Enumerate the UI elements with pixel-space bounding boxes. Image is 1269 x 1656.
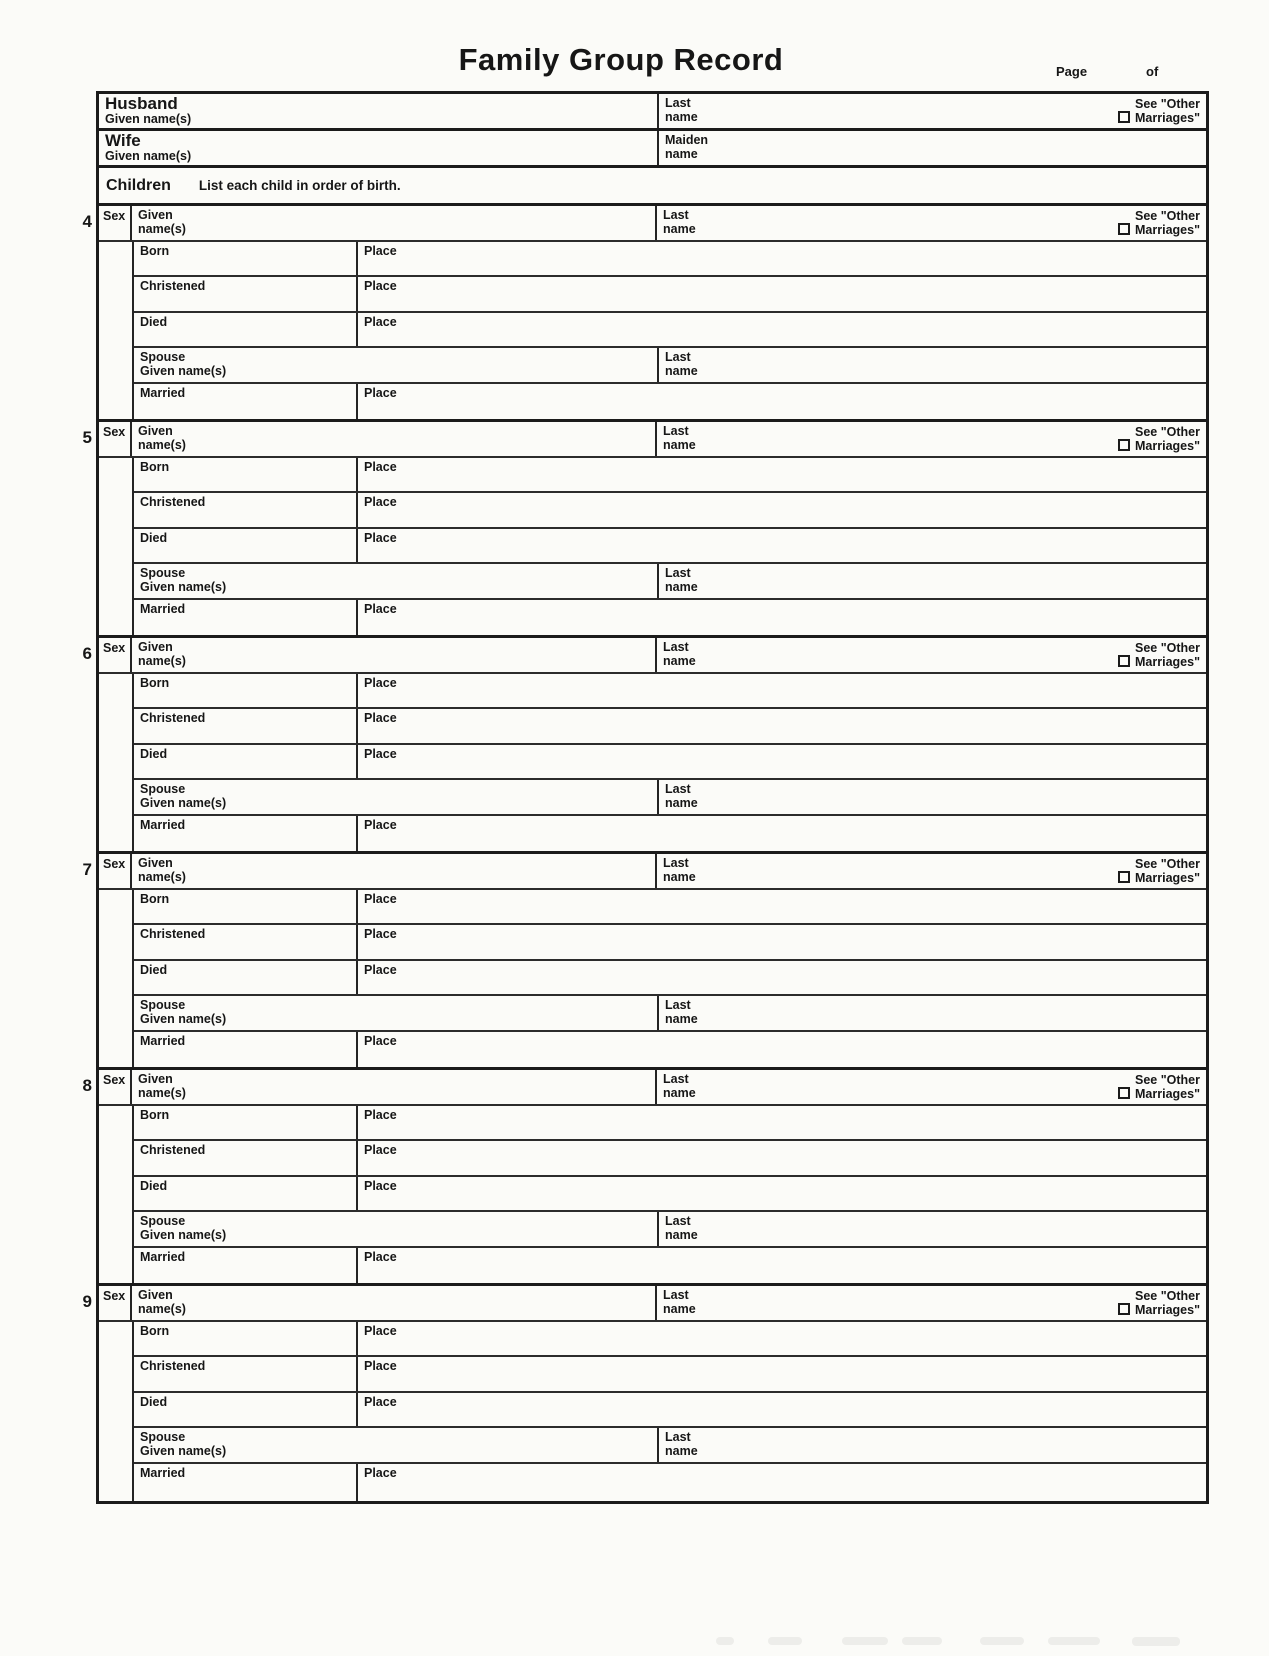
- spouse-row: [134, 1428, 1206, 1464]
- spouse-label-line2: Given name(s): [140, 796, 227, 811]
- last-label-line2: name: [663, 654, 696, 669]
- child-died-place-field[interactable]: [358, 1393, 1206, 1427]
- scan-smudge: [1048, 1637, 1100, 1645]
- child-married-place-field[interactable]: [358, 384, 1206, 420]
- last-label-line2: name: [663, 1086, 696, 1101]
- place-label: Place: [364, 279, 397, 293]
- spouse-label-line2: Given name(s): [140, 1444, 227, 1459]
- child-married-date-field[interactable]: [134, 600, 358, 636]
- child-spouse-given-field[interactable]: [134, 996, 659, 1030]
- child-christened-date-field[interactable]: [134, 1357, 358, 1391]
- child-christened-place-field[interactable]: [358, 709, 1206, 743]
- child-other-marriages-checkbox[interactable]: [1118, 655, 1130, 667]
- child-spouse-given-field[interactable]: [134, 1428, 659, 1462]
- spouse-label-line1: Spouse: [140, 566, 186, 580]
- child-record-block: [82, 1286, 1206, 1501]
- child-spouse-last-field[interactable]: [659, 1428, 1206, 1462]
- child-number: 5: [82, 428, 92, 447]
- spouse-label-line2: Given name(s): [140, 1228, 227, 1243]
- place-label: Place: [364, 817, 397, 832]
- scan-smudge: [980, 1637, 1024, 1645]
- child-born-place-field[interactable]: [358, 890, 1206, 924]
- last-label-line1: Last: [663, 1072, 689, 1086]
- last-label-line2: name: [663, 1302, 696, 1317]
- born-label: Born: [140, 675, 170, 690]
- spouse-label-line1: Spouse: [140, 1214, 186, 1228]
- scan-smudge: [842, 1637, 888, 1645]
- place-label: Place: [364, 385, 397, 400]
- place-label: Place: [364, 962, 397, 977]
- husband-other-marriages-checkbox[interactable]: [1118, 111, 1130, 123]
- born-row: [134, 1322, 1206, 1358]
- child-number: 6: [82, 644, 92, 663]
- child-christened-place-field[interactable]: [358, 1357, 1206, 1391]
- given-label-line2: name(s): [138, 654, 186, 669]
- christened-row: [134, 277, 1206, 313]
- child-other-marriages: [1118, 209, 1200, 238]
- sex-label: Sex: [103, 425, 126, 439]
- given-label-line2: name(s): [138, 222, 186, 237]
- given-label-line1: Given: [138, 856, 173, 870]
- place-label: Place: [364, 601, 397, 616]
- child-christened-date-field[interactable]: [134, 277, 358, 311]
- child-record-block: [82, 638, 1206, 854]
- spouse-row: [134, 780, 1206, 816]
- scan-artifact-strip: [650, 1634, 1250, 1648]
- child-other-marriages: [1118, 1289, 1200, 1318]
- sex-label: Sex: [103, 209, 126, 223]
- wife-given-label: Given name(s): [105, 148, 192, 163]
- married-row: [134, 1464, 1206, 1502]
- child-other-marriages: [1118, 641, 1200, 670]
- child-died-date-field[interactable]: [134, 745, 358, 779]
- born-row: [134, 242, 1206, 278]
- spouse-label-line1: Spouse: [140, 350, 186, 364]
- died-label: Died: [140, 746, 168, 761]
- child-married-date-field[interactable]: [134, 384, 358, 420]
- spouse-row: [134, 348, 1206, 384]
- given-label-line1: Given: [138, 424, 173, 438]
- given-label-line1: Given: [138, 208, 173, 222]
- child-other-marriages-checkbox[interactable]: [1118, 439, 1130, 451]
- given-label-line1: Given: [138, 640, 173, 654]
- child-christened-date-field[interactable]: [134, 709, 358, 743]
- child-born-date-field[interactable]: [134, 242, 358, 276]
- child-spouse-given-field[interactable]: [134, 348, 659, 382]
- child-born-place-field[interactable]: [358, 242, 1206, 276]
- child-christened-place-field[interactable]: [358, 277, 1206, 311]
- child-born-date-field[interactable]: [134, 1106, 358, 1140]
- child-other-marriages: [1118, 1073, 1200, 1102]
- child-sex-field[interactable]: [99, 1070, 132, 1104]
- spouse-last-label-line1: Last: [665, 350, 691, 364]
- born-label: Born: [140, 891, 170, 906]
- born-label: Born: [140, 1107, 170, 1122]
- given-label-line2: name(s): [138, 1086, 186, 1101]
- christened-label: Christened: [140, 927, 206, 941]
- child-given-name-field[interactable]: [132, 422, 657, 456]
- husband-row: [99, 94, 1206, 131]
- place-label: Place: [364, 1465, 397, 1480]
- child-other-marriages-checkbox[interactable]: [1118, 1303, 1130, 1315]
- died-label: Died: [140, 314, 168, 329]
- died-row: [134, 961, 1206, 997]
- child-last-name-field[interactable]: [657, 854, 1206, 888]
- married-label: Married: [140, 817, 186, 832]
- child-died-date-field[interactable]: [134, 1177, 358, 1211]
- child-born-place-field[interactable]: [358, 1106, 1206, 1140]
- child-other-marriages-checkbox[interactable]: [1118, 871, 1130, 883]
- child-last-name-field[interactable]: [657, 1286, 1206, 1320]
- christened-row: [134, 493, 1206, 529]
- sex-label: Sex: [103, 857, 126, 871]
- died-label: Died: [140, 530, 168, 545]
- child-born-place-field[interactable]: [358, 1322, 1206, 1356]
- last-label-line1: Last: [663, 856, 689, 870]
- place-label: Place: [364, 746, 397, 761]
- child-last-name-field[interactable]: [657, 1070, 1206, 1104]
- last-label-line2: name: [663, 222, 696, 237]
- married-row: [134, 1032, 1206, 1068]
- scan-smudge: [902, 1637, 942, 1645]
- scan-smudge: [716, 1637, 734, 1645]
- child-number: 8: [82, 1076, 92, 1095]
- child-other-marriages: [1118, 425, 1200, 454]
- spouse-last-label-line1: Last: [665, 998, 691, 1012]
- husband-given-label: Given name(s): [105, 111, 192, 126]
- place-label: Place: [364, 314, 397, 329]
- child-other-marriages: [1118, 857, 1200, 886]
- sex-column-stub: [99, 1322, 134, 1502]
- place-label: Place: [364, 1107, 397, 1122]
- child-christened-date-field[interactable]: [134, 925, 358, 959]
- child-married-place-field[interactable]: [358, 816, 1206, 852]
- child-detail-rows: [99, 890, 1206, 1068]
- child-christened-date-field[interactable]: [134, 493, 358, 527]
- form-title: Family Group Record: [458, 42, 784, 77]
- spouse-last-label-line2: name: [665, 796, 698, 811]
- given-label-line2: name(s): [138, 870, 186, 885]
- child-record-block: [82, 1070, 1206, 1286]
- spouse-last-label-line2: name: [665, 580, 698, 595]
- child-spouse-last-field[interactable]: [659, 564, 1206, 598]
- child-born-date-field[interactable]: [134, 1322, 358, 1356]
- married-label: Married: [140, 601, 186, 616]
- children-label: Children: [106, 176, 171, 194]
- sex-column-stub: [99, 674, 134, 852]
- spouse-row: [134, 996, 1206, 1032]
- child-died-date-field[interactable]: [134, 1393, 358, 1427]
- child-detail-rows: [99, 674, 1206, 852]
- family-group-record-table: [82, 91, 1209, 1504]
- sex-column-stub: [99, 242, 134, 420]
- children-instruction: List each child in order of birth.: [198, 178, 401, 193]
- sex-label: Sex: [103, 1289, 126, 1303]
- husband-last-label-line1: Last: [665, 96, 691, 110]
- child-sex-field[interactable]: [99, 206, 132, 240]
- christened-label: Christened: [140, 495, 206, 509]
- spouse-label-line2: Given name(s): [140, 1012, 227, 1027]
- christened-label: Christened: [140, 1359, 206, 1373]
- child-married-place-field[interactable]: [358, 600, 1206, 636]
- child-last-name-field[interactable]: [657, 206, 1206, 240]
- born-label: Born: [140, 243, 170, 258]
- last-label-line2: name: [663, 870, 696, 885]
- christened-row: [134, 925, 1206, 961]
- born-label: Born: [140, 1323, 170, 1338]
- place-label: Place: [364, 927, 397, 941]
- last-label-line1: Last: [663, 640, 689, 654]
- child-spouse-last-field[interactable]: [659, 348, 1206, 382]
- spouse-last-label-line1: Last: [665, 1430, 691, 1444]
- husband-last-name-field[interactable]: [659, 94, 1206, 128]
- died-label: Died: [140, 1394, 168, 1409]
- wife-maiden-label-line1: Maiden: [665, 133, 709, 147]
- sex-label: Sex: [103, 641, 126, 655]
- married-row: [134, 600, 1206, 636]
- given-label-line2: name(s): [138, 438, 186, 453]
- see-other-marriages-label: See "Other Marriages": [1135, 857, 1200, 886]
- born-label: Born: [140, 459, 170, 474]
- child-died-place-field[interactable]: [358, 313, 1206, 347]
- child-spouse-last-field[interactable]: [659, 996, 1206, 1030]
- married-label: Married: [140, 1465, 186, 1480]
- spouse-label-line1: Spouse: [140, 998, 186, 1012]
- child-detail-rows: [99, 1322, 1206, 1502]
- child-christened-place-field[interactable]: [358, 1141, 1206, 1175]
- see-other-marriages-label: See "Other Marriages": [1135, 1073, 1200, 1102]
- see-other-marriages-label: See "Other Marriages": [1135, 1289, 1200, 1318]
- spouse-last-label-line2: name: [665, 1444, 698, 1459]
- child-spouse-last-field[interactable]: [659, 1212, 1206, 1246]
- died-row: [134, 313, 1206, 349]
- spouse-label-line1: Spouse: [140, 782, 186, 796]
- died-row: [134, 1393, 1206, 1429]
- died-row: [134, 1177, 1206, 1213]
- child-last-name-field[interactable]: [657, 422, 1206, 456]
- died-row: [134, 745, 1206, 781]
- married-row: [134, 384, 1206, 420]
- child-header-row: [99, 422, 1206, 458]
- child-died-date-field[interactable]: [134, 529, 358, 563]
- page-of-label: of: [1146, 64, 1159, 79]
- spouse-row: [134, 1212, 1206, 1248]
- married-label: Married: [140, 385, 186, 400]
- born-row: [134, 1106, 1206, 1142]
- given-label-line1: Given: [138, 1288, 173, 1302]
- sex-column-stub: [99, 1106, 134, 1284]
- place-label: Place: [364, 459, 397, 474]
- child-married-date-field[interactable]: [134, 816, 358, 852]
- place-label: Place: [364, 1178, 397, 1193]
- child-christened-date-field[interactable]: [134, 1141, 358, 1175]
- see-other-marriages-label: See "Other Marriages": [1135, 641, 1200, 670]
- last-label-line1: Last: [663, 208, 689, 222]
- child-sex-field[interactable]: [99, 1286, 132, 1320]
- died-row: [134, 529, 1206, 565]
- child-married-date-field[interactable]: [134, 1032, 358, 1068]
- child-married-place-field[interactable]: [358, 1032, 1206, 1068]
- married-row: [134, 1248, 1206, 1284]
- christened-row: [134, 709, 1206, 745]
- child-given-name-field[interactable]: [132, 638, 657, 672]
- child-given-name-field[interactable]: [132, 854, 657, 888]
- child-married-date-field[interactable]: [134, 1248, 358, 1284]
- christened-row: [134, 1357, 1206, 1393]
- last-label-line1: Last: [663, 424, 689, 438]
- child-last-name-field[interactable]: [657, 638, 1206, 672]
- christened-label: Christened: [140, 1143, 206, 1157]
- child-spouse-last-field[interactable]: [659, 780, 1206, 814]
- place-label: Place: [364, 1143, 397, 1157]
- child-record-block: [82, 422, 1206, 638]
- place-label: Place: [364, 1249, 397, 1264]
- child-born-place-field[interactable]: [358, 458, 1206, 492]
- place-label: Place: [364, 530, 397, 545]
- place-label: Place: [364, 1359, 397, 1373]
- born-row: [134, 458, 1206, 494]
- last-label-line1: Last: [663, 1288, 689, 1302]
- sex-label: Sex: [103, 1073, 126, 1087]
- husband-last-label-line2: name: [665, 110, 698, 125]
- child-born-place-field[interactable]: [358, 674, 1206, 708]
- spouse-label-line2: Given name(s): [140, 580, 227, 595]
- see-other-marriages-label: See "Other Marriages": [1135, 209, 1200, 238]
- husband-other-marriages: [1118, 97, 1200, 126]
- place-label: Place: [364, 891, 397, 906]
- spouse-last-label-line1: Last: [665, 782, 691, 796]
- given-label-line1: Given: [138, 1072, 173, 1086]
- child-christened-place-field[interactable]: [358, 493, 1206, 527]
- child-detail-rows: [99, 242, 1206, 420]
- child-born-date-field[interactable]: [134, 674, 358, 708]
- child-number: 4: [82, 212, 92, 231]
- spouse-last-label-line1: Last: [665, 1214, 691, 1228]
- place-label: Place: [364, 1394, 397, 1409]
- christened-label: Christened: [140, 711, 206, 725]
- wife-row: [99, 131, 1206, 168]
- husband-label: Husband: [105, 94, 178, 113]
- child-sex-field[interactable]: [99, 854, 132, 888]
- child-given-name-field[interactable]: [132, 1070, 657, 1104]
- child-record-block: [82, 854, 1206, 1070]
- spouse-last-label-line2: name: [665, 1228, 698, 1243]
- spouse-label-line2: Given name(s): [140, 364, 227, 379]
- child-detail-rows: [99, 458, 1206, 636]
- child-married-place-field[interactable]: [358, 1248, 1206, 1284]
- died-label: Died: [140, 962, 168, 977]
- wife-given-name-field[interactable]: [99, 131, 659, 165]
- child-header-row: [99, 206, 1206, 242]
- husband-given-name-field[interactable]: [99, 94, 659, 128]
- child-spouse-given-field[interactable]: [134, 564, 659, 598]
- spouse-last-label-line2: name: [665, 364, 698, 379]
- child-other-marriages-checkbox[interactable]: [1118, 1087, 1130, 1099]
- wife-maiden-name-field[interactable]: [659, 131, 1206, 165]
- child-spouse-given-field[interactable]: [134, 780, 659, 814]
- place-label: Place: [364, 1033, 397, 1048]
- child-christened-place-field[interactable]: [358, 925, 1206, 959]
- child-other-marriages-checkbox[interactable]: [1118, 223, 1130, 235]
- see-other-marriages-label: See "Other Marriages": [1135, 97, 1200, 126]
- married-label: Married: [140, 1033, 186, 1048]
- child-sex-field[interactable]: [99, 422, 132, 456]
- child-header-row: [99, 1286, 1206, 1322]
- child-given-name-field[interactable]: [132, 1286, 657, 1320]
- spouse-last-label-line1: Last: [665, 566, 691, 580]
- born-row: [134, 890, 1206, 926]
- child-died-place-field[interactable]: [358, 1177, 1206, 1211]
- spouse-last-label-line2: name: [665, 1012, 698, 1027]
- christened-label: Christened: [140, 279, 206, 293]
- children-section-header: [99, 168, 1206, 206]
- died-label: Died: [140, 1178, 168, 1193]
- child-married-place-field[interactable]: [358, 1464, 1206, 1502]
- last-label-line2: name: [663, 438, 696, 453]
- scan-smudge: [768, 1637, 802, 1645]
- christened-row: [134, 1141, 1206, 1177]
- child-married-date-field[interactable]: [134, 1464, 358, 1502]
- place-label: Place: [364, 711, 397, 725]
- born-row: [134, 674, 1206, 710]
- wife-maiden-label-line2: name: [665, 147, 698, 162]
- child-died-date-field[interactable]: [134, 313, 358, 347]
- place-label: Place: [364, 1323, 397, 1338]
- child-spouse-given-field[interactable]: [134, 1212, 659, 1246]
- child-detail-rows: [99, 1106, 1206, 1284]
- child-sex-field[interactable]: [99, 638, 132, 672]
- child-born-date-field[interactable]: [134, 458, 358, 492]
- child-died-date-field[interactable]: [134, 961, 358, 995]
- married-label: Married: [140, 1249, 186, 1264]
- child-header-row: [99, 854, 1206, 890]
- see-other-marriages-label: See "Other Marriages": [1135, 425, 1200, 454]
- place-label: Place: [364, 675, 397, 690]
- married-row: [134, 816, 1206, 852]
- spouse-label-line1: Spouse: [140, 1430, 186, 1444]
- scan-smudge: [1132, 1637, 1180, 1646]
- child-number: 9: [82, 1292, 92, 1311]
- sex-column-stub: [99, 458, 134, 636]
- child-header-row: [99, 638, 1206, 674]
- child-born-date-field[interactable]: [134, 890, 358, 924]
- page-number-label: Page: [1056, 64, 1088, 79]
- child-died-place-field[interactable]: [358, 745, 1206, 779]
- child-died-place-field[interactable]: [358, 961, 1206, 995]
- place-label: Place: [364, 495, 397, 509]
- sex-column-stub: [99, 890, 134, 1068]
- child-number: 7: [82, 860, 92, 879]
- spouse-row: [134, 564, 1206, 600]
- given-label-line2: name(s): [138, 1302, 186, 1317]
- child-header-row: [99, 1070, 1206, 1106]
- child-died-place-field[interactable]: [358, 529, 1206, 563]
- wife-label: Wife: [105, 131, 141, 150]
- child-given-name-field[interactable]: [132, 206, 657, 240]
- child-record-block: [82, 206, 1206, 422]
- place-label: Place: [364, 243, 397, 258]
